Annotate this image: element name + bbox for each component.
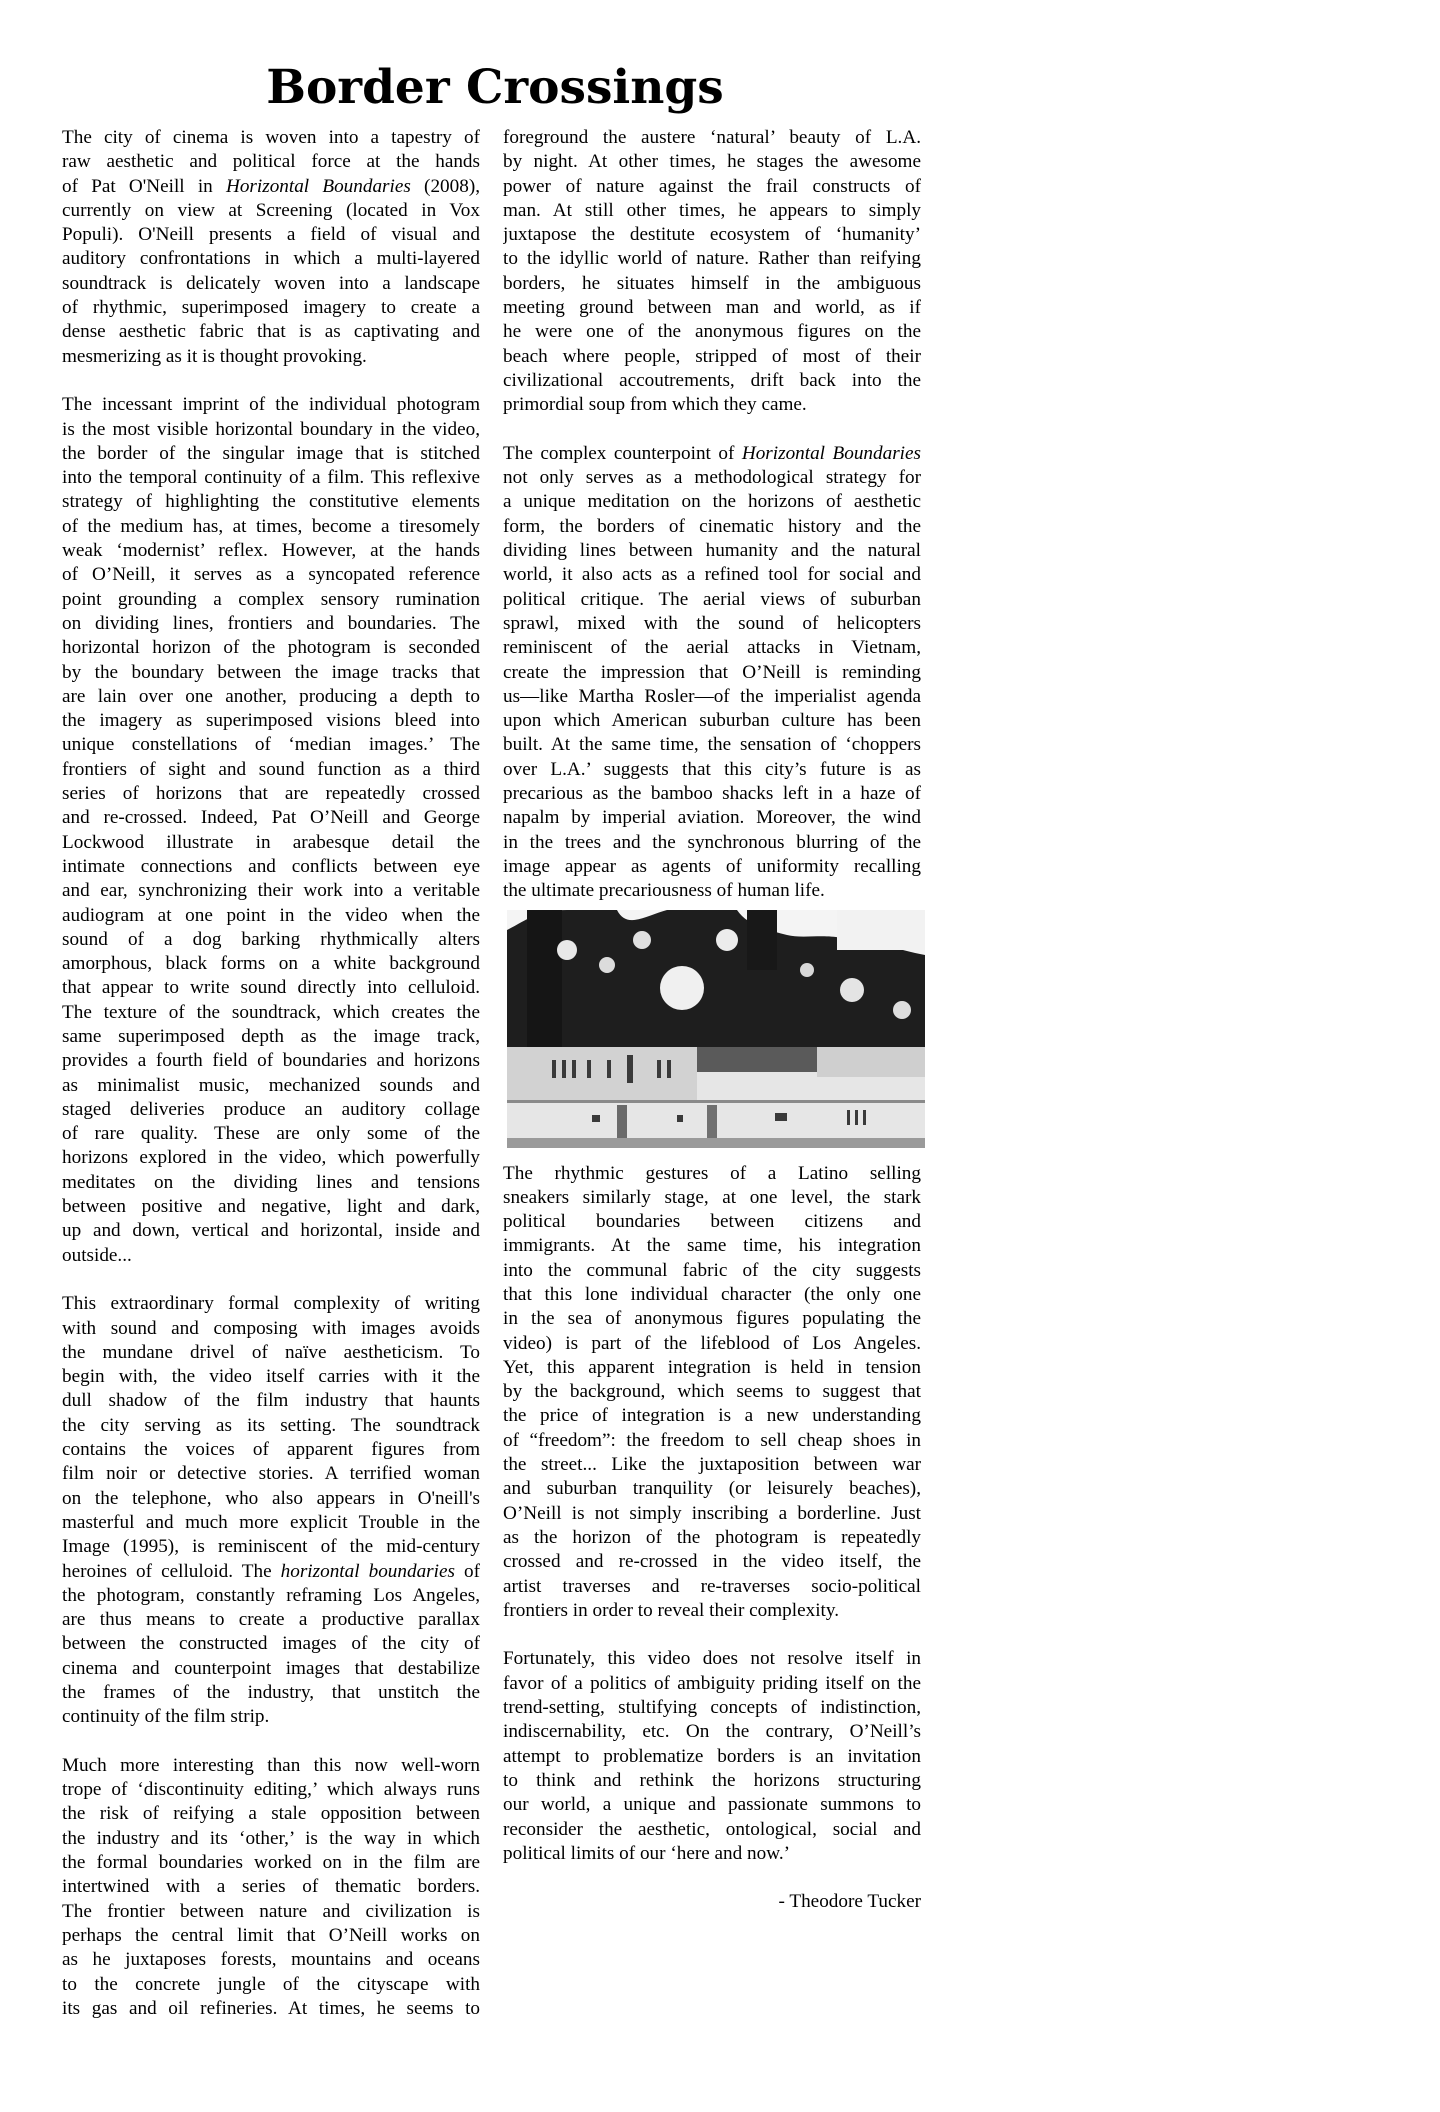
text-line: not only serves as a methodological strategy for	[503, 467, 921, 489]
text-line: political critique. The aerial views of suburban	[503, 588, 921, 610]
text-line: sneakers similarly stage, at one level, the stark	[503, 1186, 921, 1208]
text-line: unique constellations of ‘median images.’ The	[62, 734, 480, 756]
text-line: between positive and negative, light and dark,	[62, 1196, 480, 1218]
text-line: horizons explored in the video, which powerfully	[62, 1147, 480, 1169]
text-line: by the boundary between the image tracks that	[62, 661, 480, 683]
text-line: frontiers in order to reveal their complexity.	[503, 1599, 840, 1621]
text-line: napalm by imperial aviation. Moreover, the wind	[503, 807, 921, 829]
text-line: upon which American suburban culture has been	[503, 710, 921, 732]
text-line: audiogram at one point in the video when the	[62, 904, 480, 926]
text-line: the risk of reifying a stale opposition between	[62, 1803, 480, 1825]
text-line: the industry and its ‘other,’ is the way in which	[62, 1827, 480, 1849]
text-line: the formal boundaries worked on in the film are	[62, 1852, 480, 1874]
text-line: outside...	[62, 1244, 132, 1266]
text-line: mesmerizing as it is thought provoking.	[62, 345, 367, 367]
text-line: trend-setting, stultifying concepts of indistinction,	[503, 1697, 921, 1719]
text-line: and re-crossed. Indeed, Pat O’Neill and George	[62, 807, 480, 829]
text-line: auditory confrontations in which a multi-layered	[62, 248, 480, 270]
text-line: of O’Neill, it serves as a syncopated reference	[62, 564, 480, 586]
text-line: crossed and re-crossed in the video itself, the	[503, 1551, 921, 1573]
text-line: and suburban tranquility (or leisurely beaches),	[503, 1478, 921, 1500]
text-line: of “freedom”: the freedom to sell cheap shoes in	[503, 1429, 921, 1451]
text-line: that this lone individual character (the only one	[503, 1283, 921, 1305]
text-line: into the communal fabric of the city suggests	[503, 1259, 921, 1281]
text-line: the photogram, constantly reframing Los Angeles,	[62, 1584, 480, 1606]
text-line: The texture of the soundtrack, which creates the	[62, 1001, 480, 1023]
text-line: primordial soup from which they came.	[503, 394, 807, 416]
text-line: sound of a dog barking rhythmically alters	[62, 928, 480, 950]
text-line: borders, he situates himself in the ambiguous	[503, 272, 921, 294]
text-line: in the sea of anonymous figures populating the	[503, 1308, 921, 1330]
text-line: weak ‘modernist’ reflex. However, at the hands	[62, 540, 480, 562]
text-line: of the medium has, at times, become a tiresomely	[62, 515, 480, 537]
text-line: into the temporal continuity of a film. This reflexive	[62, 467, 480, 489]
text-line: in the trees and the synchronous blurring of the	[503, 831, 921, 853]
text-line: reminiscent of the aerial attacks in Vietnam,	[503, 637, 921, 659]
text-line: is the most visible horizontal boundary in the video,	[62, 418, 480, 440]
text-line: cinema and counterpoint images that destabilize	[62, 1657, 480, 1679]
text-line: he were one of the anonymous figures on the	[503, 321, 921, 343]
paragraph	[62, 126, 480, 369]
text-line: beach where people, stripped of most of their	[503, 345, 921, 367]
text-line: between the constructed images of the city of	[62, 1633, 480, 1655]
text-line: strategy of highlighting the constitutive elements	[62, 491, 480, 513]
text-line: as minimalist music, mechanized sounds and	[62, 1074, 480, 1096]
text-line: political boundaries between citizens and	[503, 1211, 921, 1233]
paragraph	[503, 1162, 921, 1624]
text-line: of Pat O'Neill in Horizontal Boundaries (2008),	[62, 175, 480, 197]
text-line: film noir or detective stories. A terrified woman	[62, 1463, 480, 1485]
text-line: The city of cinema is woven into a tapestry of	[62, 127, 480, 148]
text-line: to the idyllic world of nature. Rather than reifying	[503, 248, 921, 270]
text-line: to the concrete jungle of the cityscape with	[62, 1973, 480, 1995]
text-line: as he juxtaposes forests, mountains and oceans	[62, 1949, 480, 1971]
text-line: juxtapose the destitute ecosystem of ‘humanity’	[503, 224, 921, 246]
left-column	[62, 126, 480, 2045]
paragraph	[503, 1647, 921, 1866]
text-line: Image (1995), is reminiscent of the mid-century	[62, 1536, 480, 1558]
text-line: the frames of the industry, that unstitch the	[62, 1682, 480, 1703]
text-line: The complex counterpoint of Horizontal Boundaries	[503, 442, 921, 464]
text-line: intimate connections and conflicts between eye	[62, 855, 480, 877]
text-line: heroines of celluloid. The horizontal boundaries of	[62, 1560, 480, 1582]
text-line: over L.A.’ suggests that this city’s future is as	[503, 758, 921, 780]
text-line: continuity of the film strip.	[62, 1706, 270, 1728]
text-line: as the horizon of the photogram is repeatedly	[503, 1526, 921, 1548]
text-line: meeting ground between man and world, as if	[503, 297, 921, 319]
text-line: of rare quality. These are only some of the	[62, 1123, 480, 1145]
text-line: immigrants. At the same time, his integration	[503, 1235, 921, 1257]
text-line: to think and rethink the horizons structuring	[503, 1769, 921, 1791]
film-still-image	[507, 910, 925, 1148]
text-line: horizontal horizon of the photogram is seconded	[62, 637, 480, 659]
text-line: image appear as agents of uniformity recalling	[503, 855, 921, 877]
text-line: are thus means to create a productive parallax	[62, 1609, 480, 1631]
right-column	[503, 126, 921, 1915]
text-line: form, the borders of cinematic history and the	[503, 515, 921, 537]
text-line: by the background, which seems to suggest that	[503, 1381, 921, 1403]
text-line: the ultimate precariousness of human life.	[503, 880, 825, 902]
article-title: Border Crossings	[266, 60, 724, 115]
text-line: sprawl, mixed with the sound of helicopters	[503, 612, 921, 634]
text-line: perhaps the central limit that O’Neill works on	[62, 1924, 480, 1946]
text-line: are lain over one another, producing a depth to	[62, 685, 480, 707]
text-line: point grounding a complex sensory rumination	[62, 588, 480, 610]
text-line: intertwined with a series of thematic borders.	[62, 1876, 480, 1898]
text-line: video) is part of the lifeblood of Los Angeles.	[503, 1332, 921, 1354]
text-line: foreground the austere ‘natural’ beauty of L.A.	[503, 127, 921, 148]
text-line: The frontier between nature and civilization is	[62, 1900, 480, 1922]
text-line: raw aesthetic and political force at the hands	[62, 151, 480, 173]
text-line: staged deliveries produce an auditory collage	[62, 1098, 480, 1120]
text-line: The rhythmic gestures of a Latino selling	[503, 1162, 921, 1184]
text-line: meditates on the dividing lines and tensions	[62, 1171, 480, 1193]
text-line: Fortunately, this video does not resolve itself in	[503, 1648, 921, 1670]
text-line: This extraordinary formal complexity of writing	[62, 1293, 480, 1315]
text-line: contains the voices of apparent figures from	[62, 1439, 480, 1461]
text-line: begin with, the video itself carries with it the	[62, 1366, 480, 1388]
text-line: O’Neill is not simply inscribing a borderline. Just	[503, 1502, 921, 1524]
text-line: favor of a politics of ambiguity priding itself on the	[503, 1672, 921, 1694]
text-line: reconsider the aesthetic, ontological, social and	[503, 1818, 921, 1840]
text-line: dividing lines between humanity and the natural	[503, 540, 921, 562]
text-line: power of nature against the frail constructs of	[503, 175, 921, 197]
text-line: and ear, synchronizing their work into a veritable	[62, 880, 480, 902]
text-line: dense aesthetic fabric that is as captivating and	[62, 321, 480, 343]
film-still-photo	[507, 910, 925, 1148]
text-line: of rhythmic, superimposed imagery to create a	[62, 297, 480, 319]
text-line: world, it also acts as a refined tool for social and	[503, 564, 921, 586]
text-line: that appear to write sound directly into celluloid.	[62, 977, 480, 999]
text-line: dull shadow of the film industry that haunts	[62, 1390, 480, 1412]
text-line: trope of ‘discontinuity editing,’ which always runs	[62, 1779, 480, 1801]
text-line: man. At still other times, he appears to simply	[503, 199, 921, 221]
text-line: by night. At other times, he stages the awesome	[503, 151, 921, 173]
text-line: Populi). O'Neill presents a field of visual and	[62, 224, 480, 246]
text-line: frontiers of sight and sound function as a third	[62, 758, 480, 780]
text-line: built. At the same time, the sensation of ‘choppers	[503, 734, 921, 756]
text-line: up and down, vertical and horizontal, inside and	[62, 1220, 480, 1242]
text-line: provides a fourth field of boundaries and horizons	[62, 1050, 480, 1072]
text-line: Yet, this apparent integration is held in tension	[503, 1356, 921, 1378]
text-line: the mundane drivel of naïve aestheticism. To	[62, 1341, 480, 1363]
text-line: on dividing lines, frontiers and boundaries. The	[62, 612, 480, 634]
text-line: on the telephone, who also appears in O'neill's	[62, 1487, 480, 1509]
text-line: our world, a unique and passionate summons to	[503, 1794, 921, 1816]
text-line: attempt to problematize borders is an invitation	[503, 1745, 921, 1767]
text-line: indiscernability, etc. On the contrary, O’Neill’s	[503, 1721, 921, 1743]
text-line: civilizational accoutrements, drift back into the	[503, 369, 921, 391]
text-line: amorphous, black forms on a white background	[62, 953, 480, 975]
text-line: currently on view at Screening (located in Vox	[62, 199, 480, 221]
paragraph	[62, 1292, 480, 1729]
text-line: soundtrack is delicately woven into a landscape	[62, 272, 480, 294]
text-line: us—like Martha Rosler—of the imperialist agenda	[503, 685, 921, 707]
text-line: with sound and composing with images avoids	[62, 1317, 480, 1339]
text-line: same superimposed depth as the image track,	[62, 1025, 480, 1047]
text-line: the street... Like the juxtaposition between war	[503, 1454, 921, 1476]
text-line: artist traverses and re-traverses socio-political	[503, 1575, 921, 1597]
text-line: masterful and much more explicit Trouble in the	[62, 1511, 480, 1533]
text-line: a unique meditation on the horizons of aesthetic	[503, 491, 921, 513]
text-line: the price of integration is a new understanding	[503, 1405, 921, 1427]
text-line: the border of the singular image that is stitched	[62, 442, 480, 464]
text-line: Lockwood illustrate in arabesque detail the	[62, 831, 480, 853]
text-line: series of horizons that are repeatedly crossed	[62, 783, 480, 805]
paragraph	[62, 393, 480, 1268]
paragraph	[62, 1754, 480, 2021]
paragraph	[503, 126, 921, 418]
text-line: the imagery as superimposed visions bleed into	[62, 710, 480, 732]
text-line: political limits of our ‘here and now.’	[503, 1842, 791, 1864]
paragraph	[503, 442, 921, 904]
text-line: the city serving as its setting. The soundtrack	[62, 1414, 480, 1436]
text-line: create the impression that O’Neill is reminding	[503, 661, 921, 683]
text-line: Much more interesting than this now well-worn	[62, 1754, 480, 1776]
text-line: The incessant imprint of the individual photogram	[62, 394, 480, 416]
text-line: its gas and oil refineries. At times, he seems to	[62, 1997, 480, 2019]
text-line: precarious as the bamboo shacks left in a haze of	[503, 783, 921, 805]
author-signature: - Theodore Tucker	[778, 1891, 921, 1913]
